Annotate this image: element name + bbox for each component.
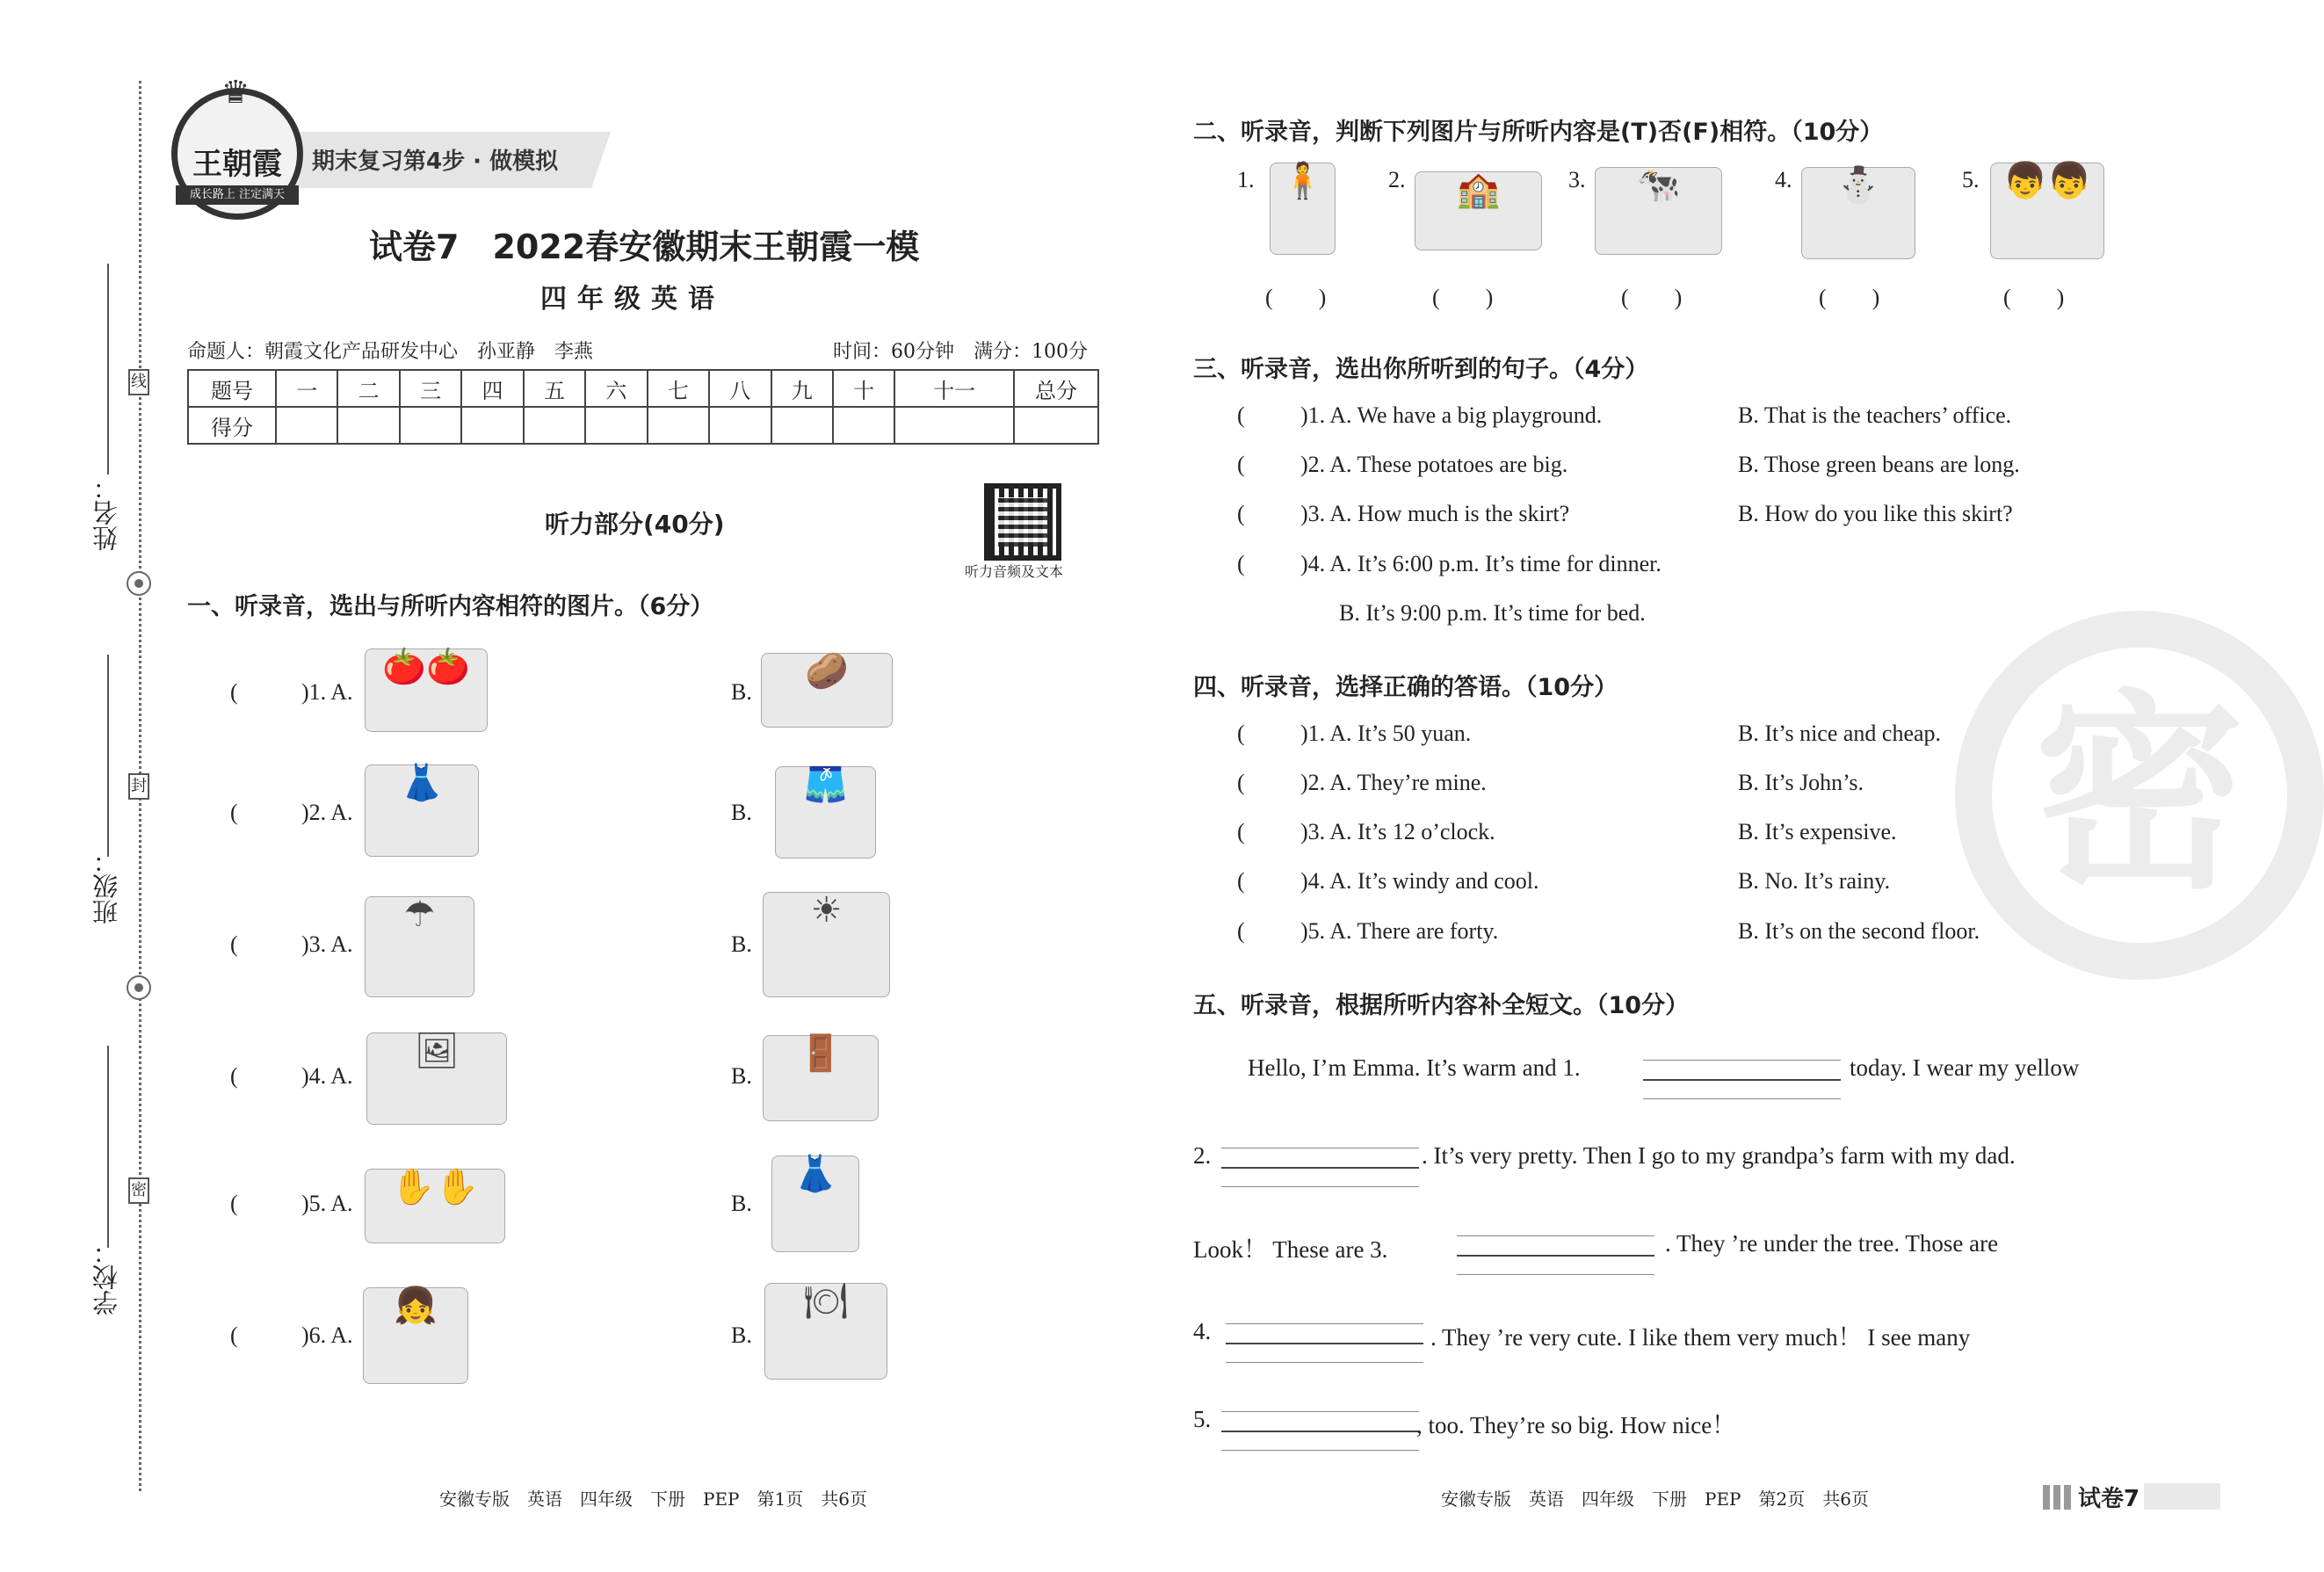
- binding-mark-line: 线: [128, 369, 149, 395]
- logo-ribbon: 成长路上 注定满天: [176, 185, 299, 205]
- score-col: 十: [833, 370, 894, 407]
- binding-hole-icon: [127, 571, 151, 596]
- score-cell[interactable]: [400, 407, 461, 444]
- score-col: 二: [337, 370, 399, 407]
- answer-paren[interactable]: (: [230, 1063, 238, 1089]
- sunny-boy-picture: ☀: [763, 892, 890, 997]
- option-b: B. It’s expensive.: [1738, 819, 1897, 844]
- answer-paren[interactable]: (: [230, 1191, 238, 1216]
- answer-paren[interactable]: (: [1237, 918, 1245, 944]
- option-a: )5. A. There are forty.: [1300, 918, 1499, 944]
- school-label: 学校：: [91, 1239, 121, 1315]
- exam-tag: 试卷7: [2078, 1486, 2140, 1512]
- farm-animals-picture: 🐄: [1595, 167, 1722, 255]
- section5-heading: 五、听录音，根据所听内容补全短文。（10分）: [1193, 992, 1690, 1019]
- option-b-label: B.: [731, 1063, 752, 1089]
- answer-paren[interactable]: (: [1237, 819, 1245, 844]
- pic-number: 3.: [1568, 167, 1586, 192]
- option-b: B. How do you like this skirt?: [1738, 501, 2013, 526]
- answer-paren[interactable]: (: [230, 931, 238, 957]
- tf-paren[interactable]: ( ): [1621, 285, 1683, 310]
- option-b: B. It’s on the second floor.: [1738, 918, 1980, 944]
- option-b-label: B.: [731, 1322, 752, 1348]
- tf-paren[interactable]: ( ): [1265, 285, 1327, 310]
- dress-picture: 👗: [771, 1155, 859, 1252]
- score-cell[interactable]: [709, 407, 771, 444]
- building-picture: 🏫: [1415, 171, 1542, 250]
- option-a: )1. A. We have a big playground.: [1300, 402, 1603, 428]
- children-picture: 👦👦: [1990, 163, 2104, 259]
- option-b-label: B.: [731, 1191, 752, 1216]
- score-cell[interactable]: [648, 407, 709, 444]
- tomatoes-picture: 🍅🍅: [365, 648, 488, 732]
- option-b-label: B.: [731, 679, 752, 705]
- score-table: [187, 369, 1099, 445]
- question-number: )3. A.: [301, 931, 353, 957]
- option-a: )2. A. They’re mine.: [1300, 770, 1487, 795]
- score-table-score-row: [188, 407, 1098, 444]
- qr-label: 听力音频及文本: [965, 563, 1064, 580]
- question-number: )2. A.: [301, 800, 353, 825]
- score-cell[interactable]: [524, 407, 585, 444]
- tf-paren[interactable]: ( ): [1819, 285, 1880, 310]
- question-number: )1. A.: [301, 679, 353, 705]
- listening-heading: 听力部分(40分): [545, 510, 725, 539]
- option-a: )3. A. How much is the skirt?: [1300, 501, 1570, 526]
- score-col: 一: [276, 370, 337, 407]
- score-col: 六: [585, 370, 647, 407]
- class-blank[interactable]: [107, 655, 109, 857]
- binding-hole-icon: [127, 975, 151, 1000]
- score-table-header-row: [188, 370, 1098, 407]
- passage-text: today. I wear my yellow: [1850, 1054, 2080, 1081]
- room-door-picture: 🚪: [763, 1035, 879, 1121]
- score-cell[interactable]: [1014, 407, 1098, 444]
- pic-number: 4.: [1775, 167, 1792, 192]
- girl-standing-picture: 🧍: [1270, 163, 1336, 255]
- section2-heading: 二、听录音，判断下列图片与所听内容是(T)否(F)相符。（10分）: [1193, 119, 1884, 146]
- brand-logo: [171, 75, 303, 220]
- score-col: 十一: [894, 370, 1014, 407]
- score-cell[interactable]: [337, 407, 399, 444]
- option-a: )1. A. It’s 50 yuan.: [1300, 721, 1472, 746]
- score-row-label: 得分: [188, 407, 276, 444]
- blank-2[interactable]: [1221, 1167, 1419, 1169]
- footer-page1: 安徽专版 英语 四年级 下册 PEP 第1页 共6页: [439, 1489, 867, 1510]
- option-b-label: B.: [731, 931, 752, 957]
- exam-title: 试卷7 2022春安徽期末王朝霞一模: [369, 228, 920, 266]
- answer-paren[interactable]: (: [1237, 452, 1245, 477]
- blank-3[interactable]: [1457, 1255, 1654, 1257]
- passage-text: Hello, I’m Emma. It’s warm and 1.: [1248, 1054, 1581, 1081]
- answer-paren[interactable]: (: [230, 1322, 238, 1348]
- section4-heading: 四、听录音，选择正确的答语。（10分）: [1193, 674, 1618, 701]
- score-cell[interactable]: [894, 407, 1014, 444]
- score-col-total: 总分: [1014, 370, 1098, 407]
- question-number: )6. A.: [301, 1322, 353, 1348]
- option-b: B. Those green beans are long.: [1738, 452, 2020, 477]
- logo-text: 王朝霞: [192, 147, 282, 182]
- option-b: B. It’s nice and cheap.: [1738, 721, 1942, 746]
- score-col-label: 题号: [188, 370, 276, 407]
- answer-paren[interactable]: (: [1237, 501, 1245, 526]
- binding-mark-seal: 封: [128, 773, 149, 800]
- blank-4[interactable]: [1226, 1343, 1423, 1344]
- qr-code-icon[interactable]: [984, 483, 1061, 561]
- answer-paren[interactable]: (: [1237, 868, 1245, 894]
- option-a: )4. A. It’s windy and cool.: [1300, 868, 1539, 894]
- exam-subtitle: 四年级英语: [540, 284, 725, 315]
- passage-number: 4.: [1193, 1318, 1212, 1344]
- shorts-picture: 🩳: [775, 766, 876, 858]
- passage-text: Look！ These are 3.: [1193, 1236, 1388, 1263]
- option-a: )3. A. It’s 12 o’clock.: [1300, 819, 1495, 844]
- option-b: B. That is the teachers’ office.: [1738, 402, 2012, 428]
- authors: 命题人：朝霞文化产品研发中心 孙亚静 李燕: [187, 341, 594, 363]
- option-a: )2. A. These potatoes are big.: [1300, 452, 1568, 477]
- score-cell[interactable]: [771, 407, 833, 444]
- passage-number: 2.: [1193, 1142, 1212, 1169]
- school-blank[interactable]: [107, 1046, 109, 1248]
- tf-paren[interactable]: ( ): [2003, 285, 2065, 310]
- passage-text: . They ’re under the tree. Those are: [1665, 1230, 1999, 1257]
- section1-heading: 一、听录音，选出与所听内容相符的图片。（6分）: [187, 593, 714, 620]
- potatoes-picture: 🥔: [761, 653, 893, 728]
- name-blank[interactable]: [107, 264, 109, 474]
- time-score: 时间：60分钟 满分：100分: [833, 341, 1088, 363]
- snowman-picture: ⛄: [1801, 167, 1915, 259]
- passage-number: 5.: [1193, 1406, 1212, 1432]
- score-cell[interactable]: [833, 407, 894, 444]
- boy-eating-picture: 🍽: [764, 1283, 887, 1380]
- secret-watermark: 密: [1955, 611, 2324, 980]
- answer-paren[interactable]: (: [1237, 721, 1245, 746]
- skirt-picture: 👗: [365, 764, 479, 857]
- score-cell[interactable]: [276, 407, 337, 444]
- option-b: B. It’s 9:00 p.m. It’s time for bed.: [1339, 600, 1646, 626]
- score-col: 八: [709, 370, 771, 407]
- passage-text: , too. They’re so big. How nice！: [1416, 1412, 1736, 1438]
- crown-icon: ♛: [221, 75, 250, 111]
- blank-1[interactable]: [1643, 1079, 1841, 1081]
- classroom-wall-picture: 🖼: [366, 1032, 507, 1125]
- girl-picture: 👧: [363, 1287, 468, 1384]
- corner-band: [2144, 1483, 2220, 1510]
- step-banner-text: 期末复习第4步 · 做模拟: [312, 149, 559, 175]
- score-cell[interactable]: [461, 407, 523, 444]
- binding-mark-secret: 密: [128, 1177, 149, 1204]
- answer-paren[interactable]: (: [1237, 551, 1245, 576]
- footer-page2: 安徽专版 英语 四年级 下册 PEP 第2页 共6页: [1441, 1489, 1869, 1510]
- score-col: 四: [461, 370, 523, 407]
- class-label: 班级：: [91, 848, 121, 924]
- section3-heading: 三、听录音，选出你所听到的句子。（4分）: [1193, 356, 1649, 383]
- option-b: B. No. It’s rainy.: [1738, 868, 1891, 894]
- question-number: )5. A.: [301, 1191, 353, 1216]
- option-b-label: B.: [731, 800, 752, 825]
- tf-paren[interactable]: ( ): [1432, 285, 1494, 310]
- pic-number: 2.: [1388, 167, 1406, 192]
- blank-5[interactable]: [1221, 1431, 1419, 1432]
- answer-paren[interactable]: (: [1237, 402, 1245, 428]
- answer-paren[interactable]: (: [230, 679, 238, 705]
- passage-text: . They ’re very cute. I like them very much！ I see many: [1430, 1324, 1971, 1351]
- answer-paren[interactable]: (: [1237, 770, 1245, 795]
- question-number: )4. A.: [301, 1063, 353, 1089]
- answer-paren[interactable]: (: [230, 800, 238, 825]
- score-col: 七: [648, 370, 709, 407]
- option-a: )4. A. It’s 6:00 p.m. It’s time for dinner.: [1300, 551, 1662, 576]
- passage-text: . It’s very pretty. Then I go to my grandpa’s farm with my dad.: [1422, 1142, 2016, 1169]
- corner-pattern-icon: [2043, 1485, 2073, 1510]
- score-col: 五: [524, 370, 585, 407]
- score-col: 三: [400, 370, 461, 407]
- rainy-children-picture: ☂: [365, 896, 474, 997]
- hands-picture: ✋✋: [365, 1169, 505, 1243]
- name-label: 姓名：: [91, 474, 121, 551]
- pic-number: 5.: [1962, 167, 1980, 192]
- score-cell[interactable]: [585, 407, 647, 444]
- pic-number: 1.: [1237, 167, 1255, 192]
- score-col: 九: [771, 370, 833, 407]
- option-b: B. It’s John’s.: [1738, 770, 1864, 795]
